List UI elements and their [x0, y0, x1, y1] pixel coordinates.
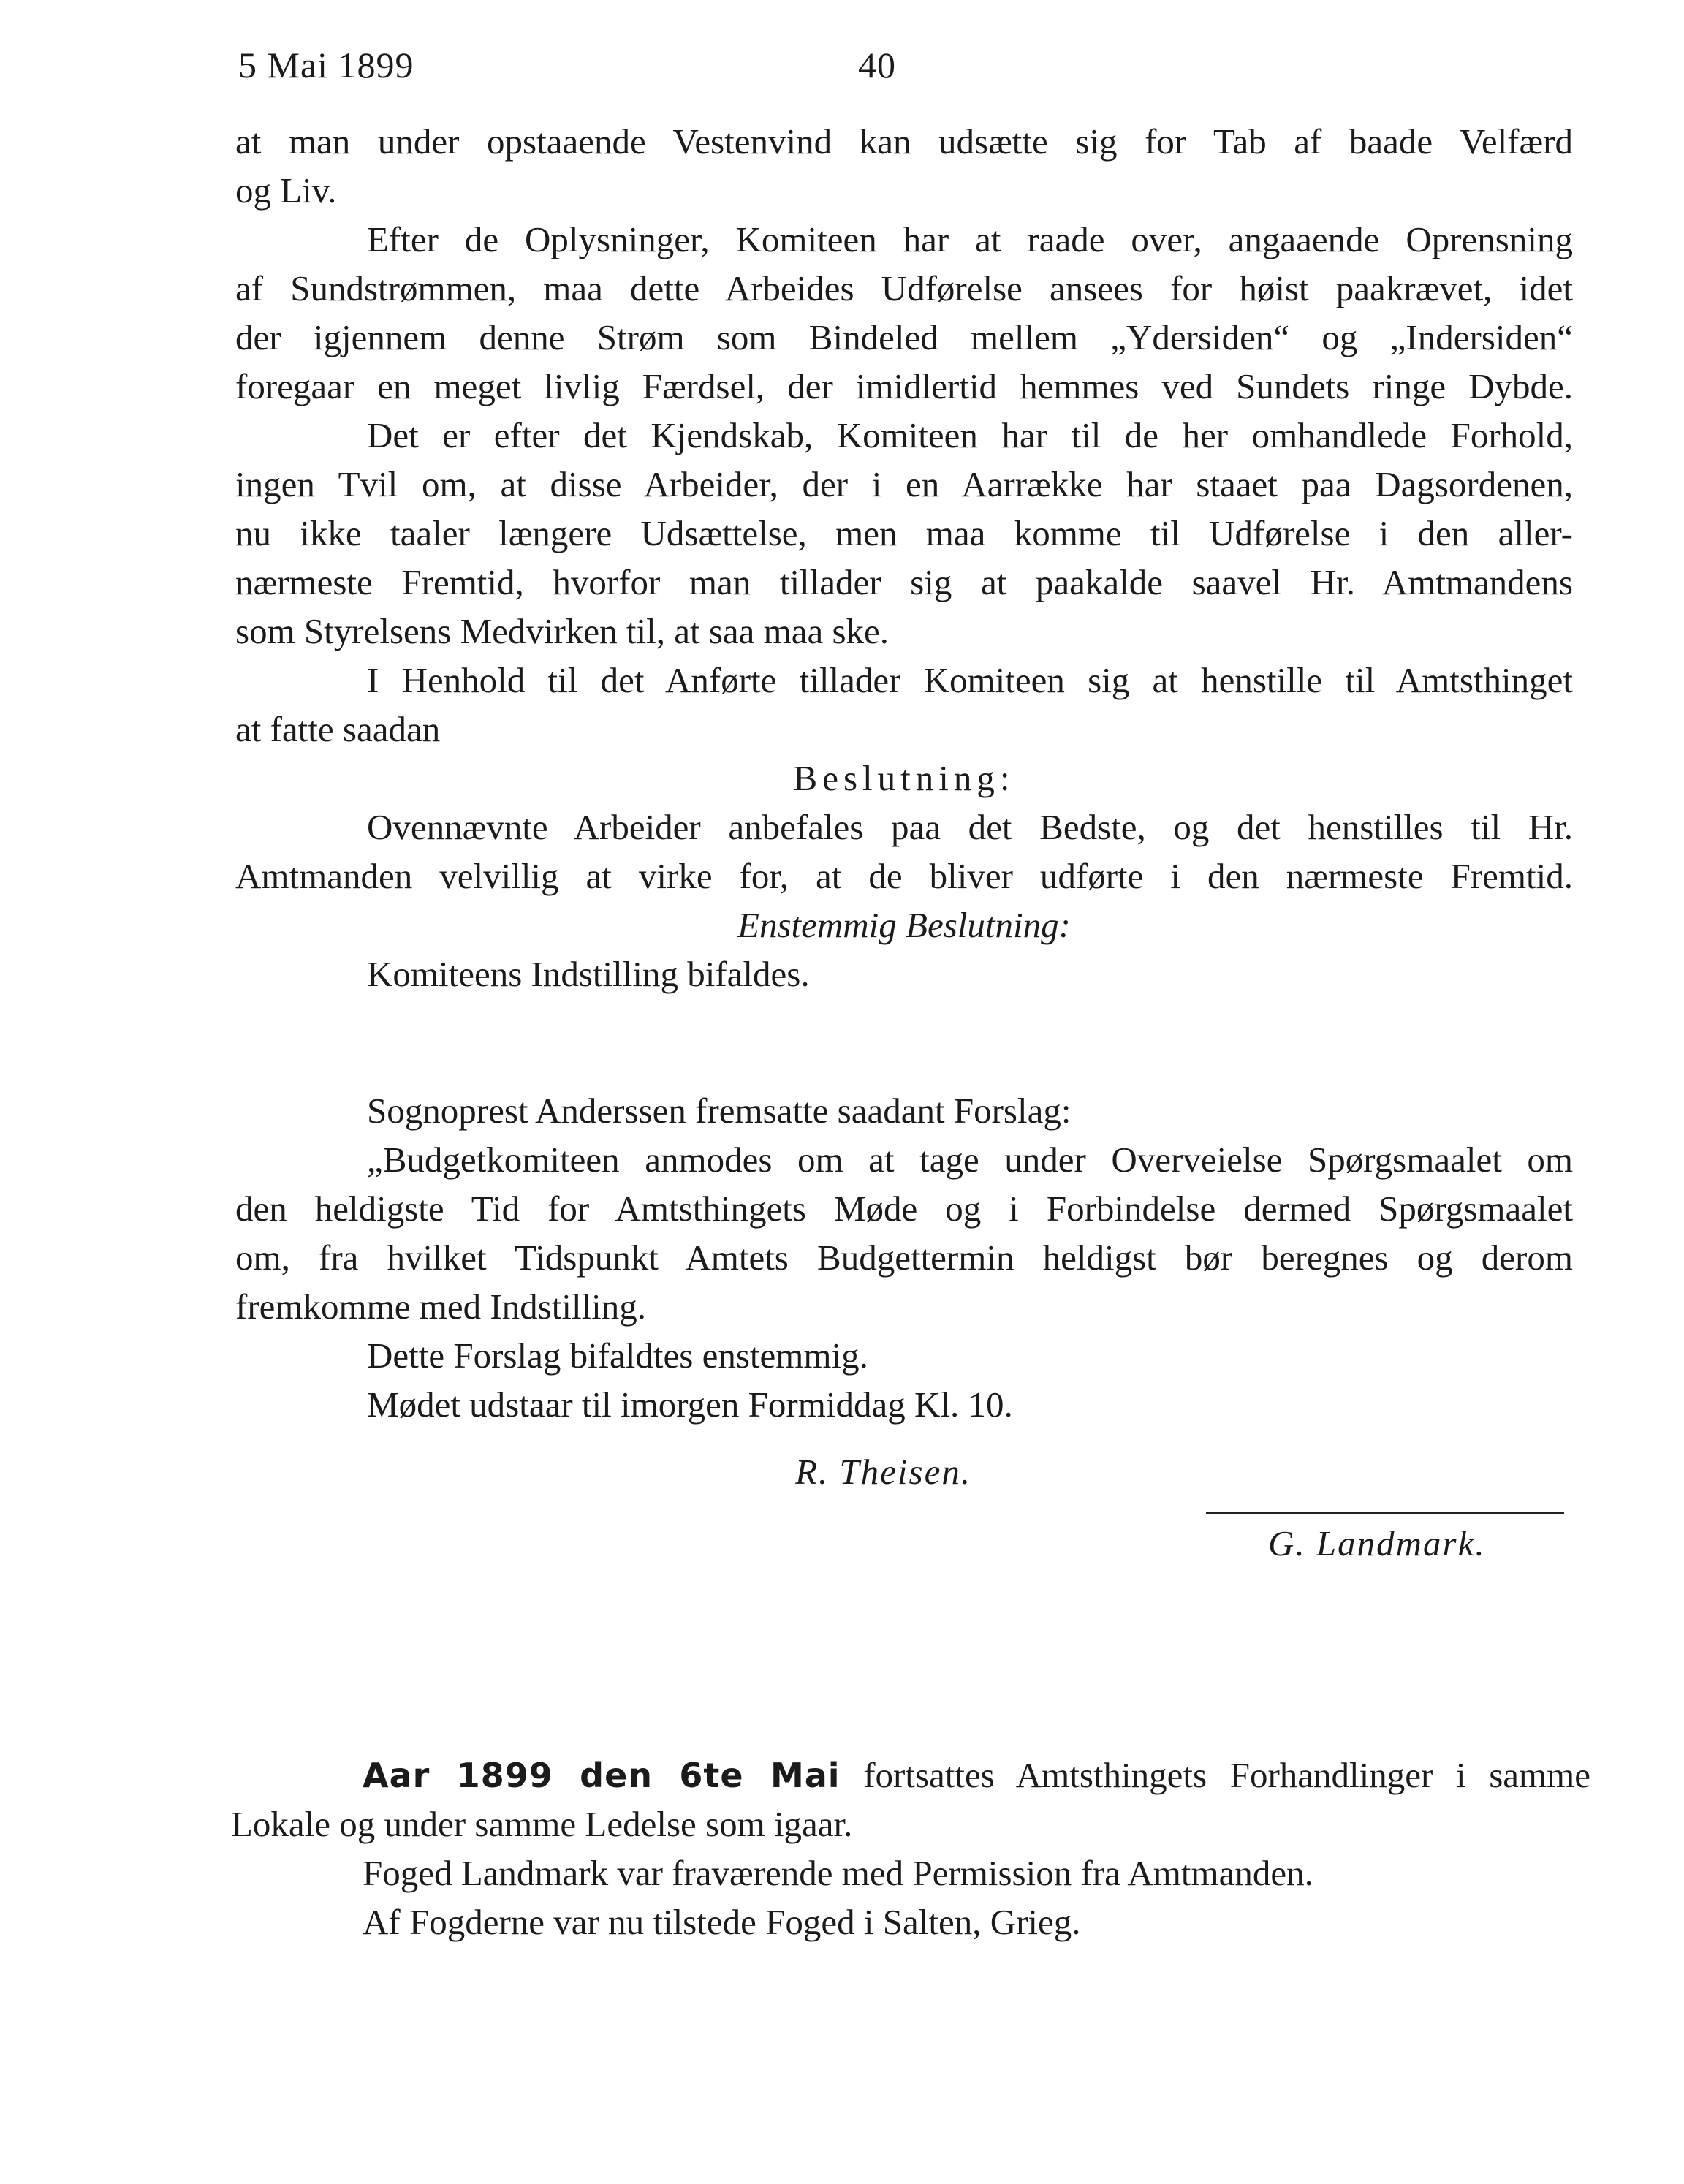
text-line: der igjennem denne Strøm som Bindeled mellem „Ydersiden“ og „Indersiden“	[235, 317, 1573, 357]
text-line: som Styrelsens Medvirken til, at saa maa ske.	[235, 611, 890, 651]
committee-report	[235, 117, 1573, 1429]
text-line: nu ikke taaler længere Udsættelse, men maa komme til Udførelse i den aller-	[235, 513, 1573, 553]
signature-landmark: G. Landmark.	[1268, 1523, 1486, 1563]
text-line: I Henhold til det Anførte tillader Komiteen sig at henstille til Amtsthinget	[367, 660, 1573, 700]
text-line: Lokale og under samme Ledelse som igaar.	[231, 1804, 853, 1844]
session-opening	[231, 1751, 1590, 1946]
resolution-heading: Beslutning:	[793, 758, 1015, 798]
session-date-lead: Aar 1899 den 6te Mai	[363, 1756, 841, 1795]
text-line: Det er efter det Kjendskab, Komiteen har til de her omhandlede Forhold,	[367, 415, 1573, 455]
text-line	[231, 1751, 1590, 1800]
text-line: og Liv.	[235, 170, 337, 211]
text-line: Efter de Oplysninger, Komiteen har at raade over, angaaende Oprensning	[367, 219, 1573, 259]
page-date: 5 Mai 1899	[238, 45, 414, 86]
text-line: Komiteens Indstilling bifaldes.	[367, 954, 810, 994]
unanimous-resolution-heading: Enstemmig Beslutning:	[737, 905, 1071, 945]
signature-rule	[1206, 1512, 1564, 1514]
text-line-rest: fortsattes Amtsthingets Forhandlinger i samme	[863, 1755, 1590, 1795]
text-line: Amtmanden velvillig at virke for, at de bliver udførte i den nærmeste Fremtid.	[235, 856, 1573, 896]
text-line: Af Fogderne var nu tilstede Foged i Salten, Grieg.	[363, 1902, 1081, 1942]
text-line: Sognoprest Anderssen fremsatte saadant Forslag:	[367, 1091, 1072, 1131]
text-line: den heldigste Tid for Amtsthingets Møde og i Forbindelse dermed Spørgsmaalet	[235, 1188, 1573, 1229]
text-line: Dette Forslag bifaldtes enstemmig.	[367, 1335, 868, 1376]
text-line: Mødet udstaar til imorgen Formiddag Kl. 10.	[367, 1384, 1013, 1425]
text-line: foregaar en meget livlig Færdsel, der imidlertid hemmes ved Sundets ringe Dybde.	[235, 366, 1573, 406]
text-line: at fatte saadan	[235, 709, 441, 749]
text-line: nærmeste Fremtid, hvorfor man tillader sig at paakalde saavel Hr. Amtmandens	[235, 562, 1573, 602]
signature-theisen: R. Theisen.	[795, 1452, 972, 1492]
text-line: ingen Tvil om, at disse Arbeider, der i en Aarrække har staaet paa Dagsordenen,	[235, 464, 1573, 504]
text-line: „Budgetkomiteen anmodes om at tage under Overveielse Spørgsmaalet om	[367, 1140, 1573, 1180]
text-line: fremkomme med Indstilling.	[235, 1286, 647, 1327]
page-number: 40	[858, 45, 896, 86]
text-line: om, fra hvilket Tidspunkt Amtets Budgettermin heldigst bør beregnes og derom	[235, 1237, 1573, 1278]
text-line: af Sundstrømmen, maa dette Arbeides Udførelse ansees for høist paakrævet, idet	[235, 268, 1573, 308]
text-line: Foged Landmark var fraværende med Permission fra Amtmanden.	[363, 1853, 1313, 1893]
text-line: at man under opstaaende Vestenvind kan udsætte sig for Tab af baade Velfærd	[235, 121, 1573, 162]
text-line: Ovennævnte Arbeider anbefales paa det Bedste, og det henstilles til Hr.	[367, 807, 1573, 847]
